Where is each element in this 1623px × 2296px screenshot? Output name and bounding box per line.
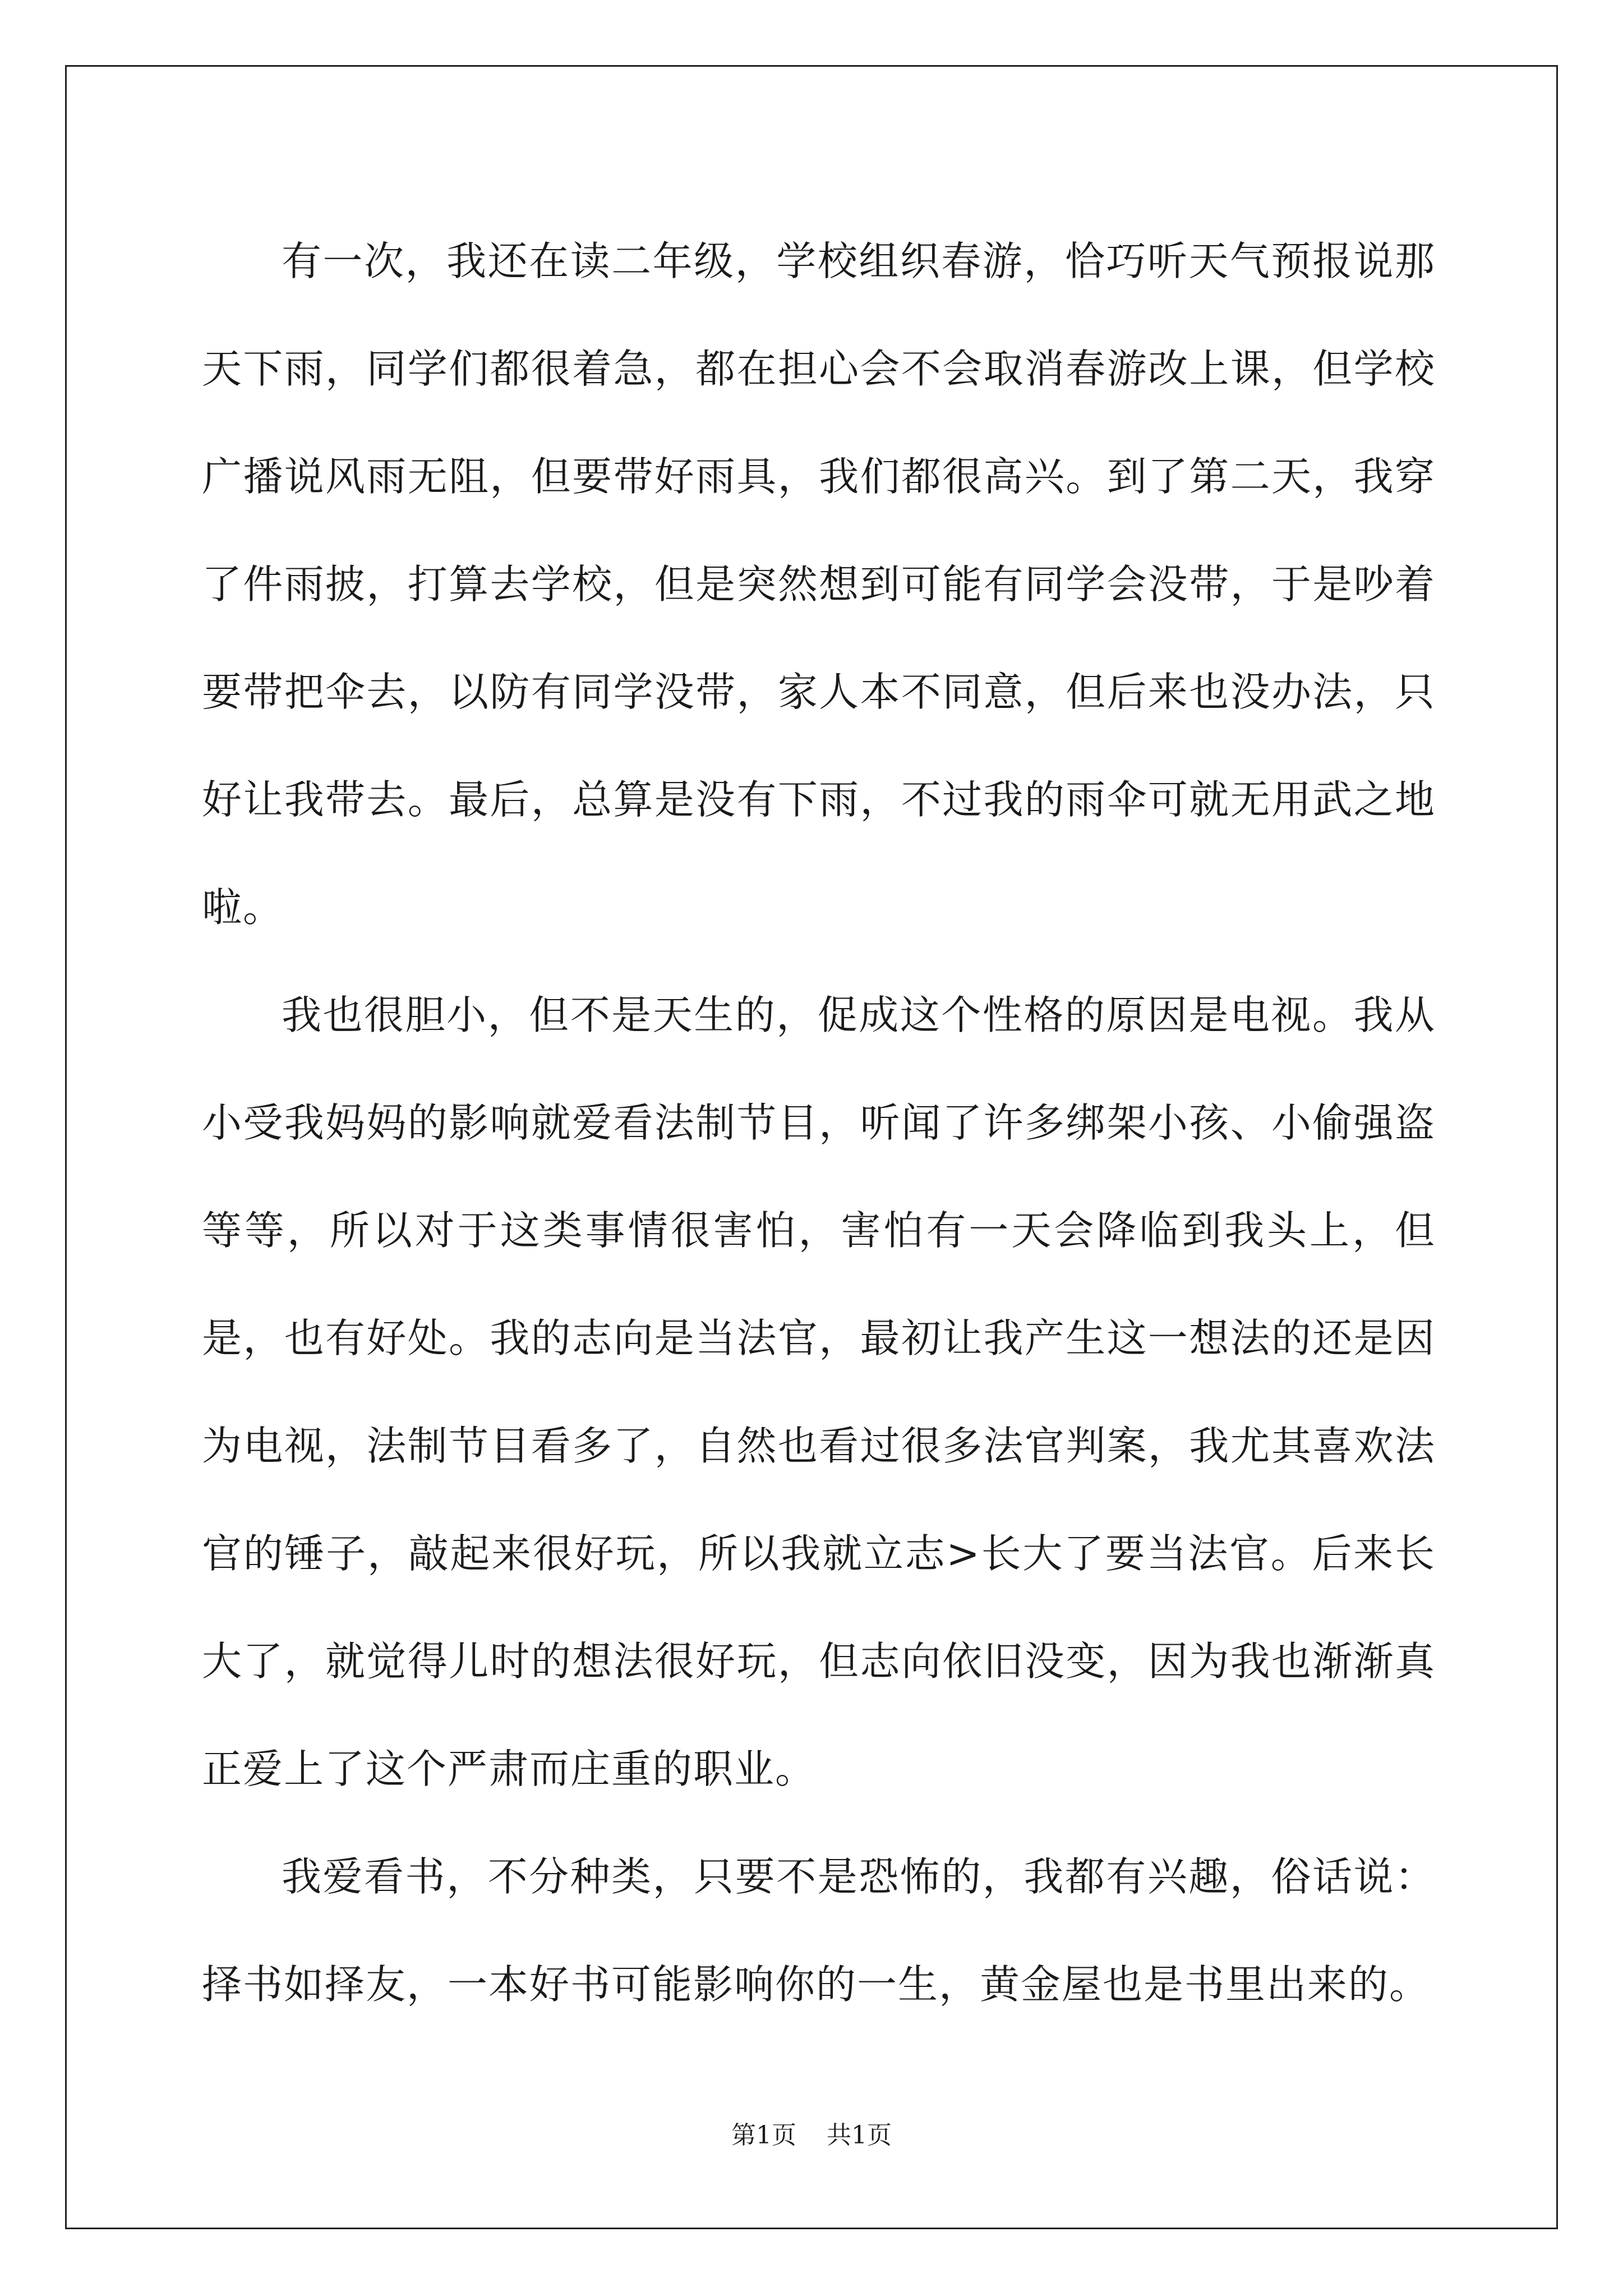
paragraph-2: 我也很胆小，但不是天生的，促成这个性格的原因是电视。我从小受我妈妈的影响就爱看法制节目，听闻了许多绑架小孩、小偷强盗等等，所以对于这类事情很害怕，害怕有一天会降临到我头上，但是，也有好处。我的志向是当法官，最初让我产生这一想法的还是因为电视，法制节目看多了，自然也看过很多法官判案，我尤其喜欢法官的锤子，敲起来很好玩，所以我就立志>长大了要当法官。后来长大了，就觉得儿时的想法很好玩，但志向依旧没变，因为我也渐渐真正爱上了这个严肃而庄重的职业。 bbox=[202, 992, 1436, 1792]
page-footer bbox=[0, 2115, 1623, 2151]
paragraph-1: 有一次，我还在读二年级，学校组织春游，恰巧听天气预报说那天下雨，同学们都很着急，都在担心会不会取消春游改上课，但学校广播说风雨无阻，但要带好雨具，我们都很高兴。到了第二天，我穿了件雨披，打算去学校，但是突然想到可能有同学会没带，于是吵着要带把伞去，以防有同学没带，家人本不同意，但后来也没办法，只好让我带去。最后，总算是没有下雨，不过我的雨伞可就无用武之地啦。 bbox=[202, 238, 1436, 931]
document-body bbox=[202, 208, 1436, 2039]
page-total: 共1页 bbox=[827, 2121, 892, 2150]
page-number: 第1页 bbox=[731, 2121, 796, 2150]
paragraph-3: 我爱看书，不分种类，只要不是恐怖的，我都有兴趣，俗话说：择书如择友，一本好书可能影响你的一生，黄金屋也是书里出来的。 bbox=[202, 1853, 1436, 2008]
